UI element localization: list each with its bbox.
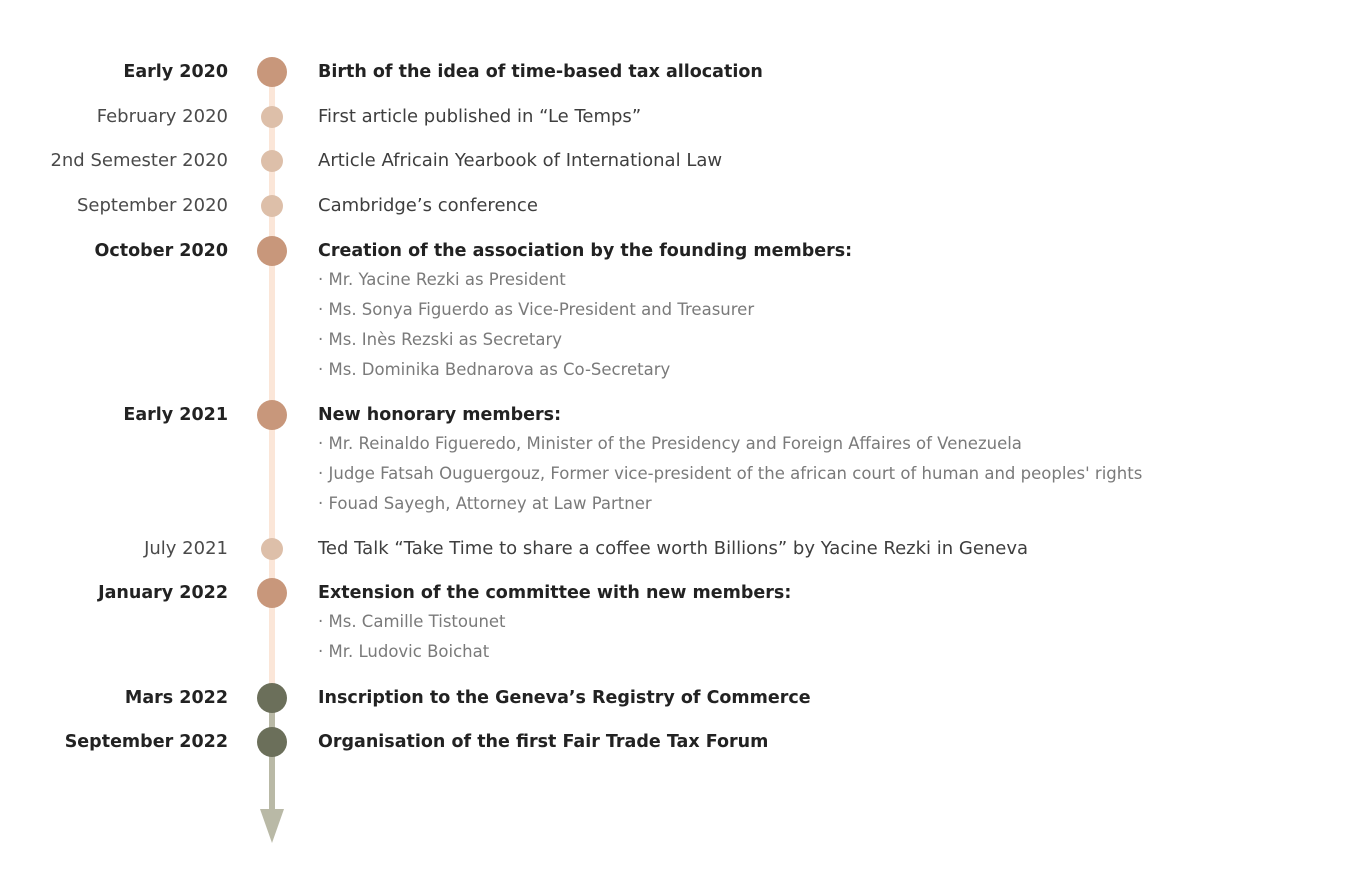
event-date: 2nd Semester 2020 [50, 150, 228, 171]
event-title: Inscription to the Geneva’s Registry of Commerce [318, 688, 811, 708]
timeline-marker-icon [257, 683, 287, 713]
member-list-item: · Mr. Ludovic Boichat [318, 642, 490, 661]
timeline-marker-icon [257, 57, 287, 87]
member-list-item: · Judge Fatsah Ouguergouz, Former vice-president of the african court of human and peoples' rights [318, 464, 1143, 483]
event-title: Cambridge’s conference [318, 195, 538, 216]
event-date: July 2021 [144, 538, 228, 559]
timeline-marker-icon [257, 400, 287, 430]
event-title: Extension of the committee with new members: [318, 583, 792, 603]
event-date: Early 2020 [123, 62, 228, 82]
event-date: September 2022 [64, 732, 228, 752]
event-title: First article published in “Le Temps” [318, 106, 642, 127]
timeline-arrow-down-icon [260, 809, 284, 843]
member-list-item: · Ms. Sonya Figuerdo as Vice-President and Treasurer [318, 300, 755, 319]
timeline-marker-icon [257, 578, 287, 608]
event-title: New honorary members: [318, 405, 562, 425]
event-title: Birth of the idea of time-based tax allocation [318, 62, 763, 82]
timeline-marker-icon [261, 150, 283, 172]
event-date: Early 2021 [123, 405, 228, 425]
event-title: Article Africain Yearbook of International Law [318, 150, 723, 171]
event-date: February 2020 [96, 106, 228, 127]
event-member-list [318, 607, 506, 667]
event-date: January 2022 [98, 583, 228, 603]
member-list-item: · Ms. Camille Tistounet [318, 612, 506, 631]
event-date: Mars 2022 [124, 688, 228, 708]
member-list-item: · Ms. Dominika Bednarova as Co-Secretary [318, 360, 671, 379]
member-list-item: · Mr. Yacine Rezki as President [318, 270, 566, 289]
timeline-marker-icon [261, 538, 283, 560]
member-list-item: · Ms. Inès Rezski as Secretary [318, 330, 562, 349]
member-list-item: · Mr. Reinaldo Figueredo, Minister of the Presidency and Foreign Affaires of Venezuela [318, 434, 1022, 453]
member-list-item: · Fouad Sayegh, Attorney at Law Partner [318, 494, 652, 513]
event-date: October 2020 [94, 241, 228, 261]
timeline-marker-icon [261, 106, 283, 128]
timeline-marker-icon [257, 236, 287, 266]
event-date: September 2020 [76, 195, 228, 216]
event-member-list [318, 429, 1142, 519]
event-title: Creation of the association by the founding members: [318, 241, 853, 261]
event-title: Ted Talk “Take Time to share a coffee worth Billions” by Yacine Rezki in Geneva [318, 538, 1029, 559]
event-member-list [318, 265, 754, 385]
timeline-marker-icon [261, 195, 283, 217]
timeline-marker-icon [257, 727, 287, 757]
event-title: Organisation of the first Fair Trade Tax Forum [318, 732, 769, 752]
